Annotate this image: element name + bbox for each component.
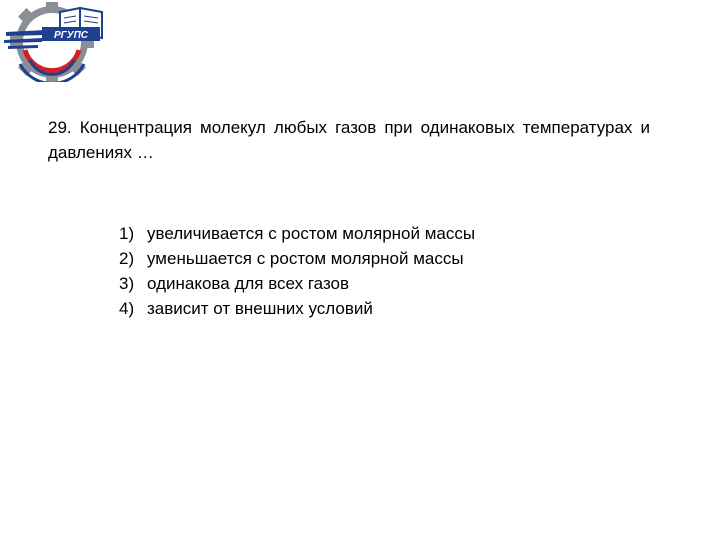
answer-number: 4) xyxy=(119,299,135,318)
answer-option xyxy=(119,246,475,271)
answer-list xyxy=(119,221,475,321)
answer-number: 1) xyxy=(119,224,135,243)
answer-number: 2) xyxy=(119,249,135,268)
answer-option xyxy=(119,221,475,246)
university-emblem-icon xyxy=(2,2,106,82)
answer-option xyxy=(119,296,475,321)
question-text: 29. Концентрация молекул любых газов при одинаковых температурах и давлениях … xyxy=(48,118,650,162)
answer-option xyxy=(119,271,475,296)
logo-text: РГУПС xyxy=(54,30,88,41)
answer-number: 3) xyxy=(119,274,135,293)
answer-text: одинакова для всех газов xyxy=(147,274,350,293)
answer-text: увеличивается с ростом молярной массы xyxy=(147,224,476,243)
answer-text: уменьшается с ростом молярной массы xyxy=(147,249,464,268)
university-logo xyxy=(2,2,106,82)
answer-text: зависит от внешних условий xyxy=(147,299,373,318)
